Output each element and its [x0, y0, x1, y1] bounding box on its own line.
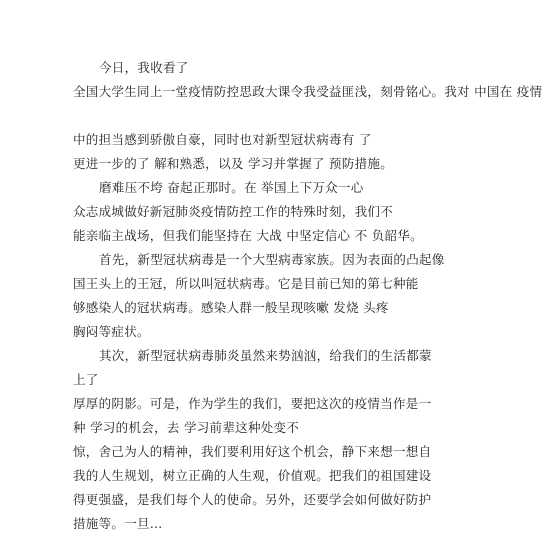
text-line: 众志成城做好新冠肺炎疫情防控工作的特殊时刻，我们不 [73, 204, 394, 219]
text-line: 磨难压不垮 奋起正那时。在 举国上下万众一心 [99, 180, 364, 195]
text-line: 中的担当感到骄傲自豪，同时也对新型冠状病毒有 了 [73, 132, 372, 147]
text-line: 其次，新型冠状病毒肺炎虽然来势汹汹，给我们的生活都蒙 [99, 348, 432, 363]
text-line: 今日，我收看了 [99, 60, 189, 75]
text-line: 全国大学生同上一堂疫情防控思政大课令我受益匪浅，刻骨铭心。我对 中国在 疫情 [73, 84, 542, 99]
text-line: 我的人生规划，树立正确的人生观，价值观。把我们的祖国建设 [73, 468, 432, 483]
text-line: 厚厚的阴影。可是，作为学生的我们，要把这次的疫情当作是一 [73, 396, 432, 411]
text-line: 够感染人的冠状病毒。感染人群一般呈现咳嗽 发烧 头疼 [73, 300, 389, 315]
text-line: 措施等。一旦… [73, 516, 163, 531]
text-line: 上了 [73, 372, 99, 387]
text-line: 国王头上的王冠，所以叫冠状病毒。它是目前已知的第七种能 [73, 276, 419, 291]
text-line: 得更强盛，是我们每个人的使命。另外，还要学会如何做好防护 [73, 492, 432, 507]
text-line: 首先，新型冠状病毒是一个大型病毒家族。因为表面的凸起像 [99, 252, 445, 267]
text-line: 胸闷等症状。 [73, 324, 150, 339]
text-line: 能亲临主战场，但我们能坚持在 大战 中坚定信心 不 负韶华。 [73, 228, 423, 243]
text-line: 种 学习的机会，去 学习前辈这种处变不 [73, 420, 300, 435]
text-line: 更进一步的了 解和熟悉，以及 学习并掌握了 预防措施。 [73, 156, 394, 171]
text-line: 惊，舍己为人的精神，我们要利用好这个机会，静下来想一想自 [73, 444, 432, 459]
